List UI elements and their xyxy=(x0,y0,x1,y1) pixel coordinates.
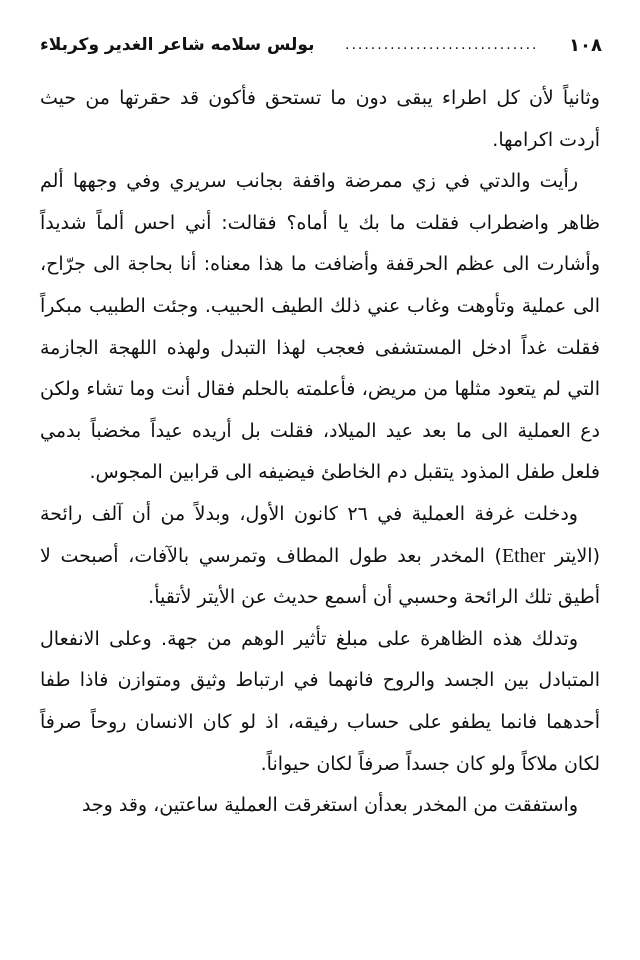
paragraph-1: وثانياً لأن كل اطراء يبقى دون ما تستحق فأكون قد حقرتها من حيث أردت اكرامها. xyxy=(40,87,600,151)
leader-dots: .............................. xyxy=(345,37,539,53)
running-title: بولس سلامه شاعر الغدير وكربلاء xyxy=(40,35,315,55)
body-text xyxy=(40,78,600,827)
ether-word: Ether xyxy=(501,544,546,567)
page-number: ١٠٨ xyxy=(569,34,602,56)
paragraph-3 xyxy=(40,494,600,619)
running-header xyxy=(40,30,602,60)
paragraph-2: رأيت والدتي في زي ممرضة واقفة بجانب سريري وفي وجهها ألم ظاهر واضطراب فقلت ما بك يا أماه؟ فقالت: أني احس ألماً شديداً وأشارت الى عظم الحرقفة وأضافت ما هذا معناه: أنا بحاجة الى جرّاح، الى عملية وتأوهت وغاب عني ذلك الطيف الحبيب. وجئت الطبيب مبكراً فقلت غداً ادخل المستشفى فعجب لهذا التبدل ولهذه اللهجة الجازمة التي لم يتعود مثلها من مريض، فأعلمته بالحلم فقال أنت وما تشاء ولكن دع العملية الى ما بعد عيد الميلاد، فقلت بل أريده عيداً مخضباً بدمي فلعل طفل المذود يتقبل دم الخاطئ فيضيفه الى قرابين المجوس. xyxy=(40,170,600,484)
paragraph-3-text-after: ) المخدر بعد طول المطاف وتمرسي بالآفات، أصبحت لا أطيق تلك الرائحة وحسبي أن أسمع حديث عن الأيتر لأتقيأ. xyxy=(40,544,600,609)
paragraph-5: واستفقت من المخدر بعدأن استغرقت العملية ساعتين، وقد وجد xyxy=(81,794,578,817)
paragraph-4: وتدلك هذه الظاهرة على مبلغ تأثير الوهم من جهة. وعلى الانفعال المتبادل بين الجسد والروح فانهما في ارتباط وثيق ومتوازن فاذا طفا أحدهما فانما يطفو على حساب رفيقه، اذ لو كان الانسان روحاً صرفاً لكان ملاكاً ولو كان جسداً صرفاً لكان حيواناً. xyxy=(40,627,600,775)
paragraph-3-text-before: ودخلت غرفة العملية في ٢٦ كانون الأول، وبدلاً من أن آلف رائحة (الايتر xyxy=(40,502,600,567)
